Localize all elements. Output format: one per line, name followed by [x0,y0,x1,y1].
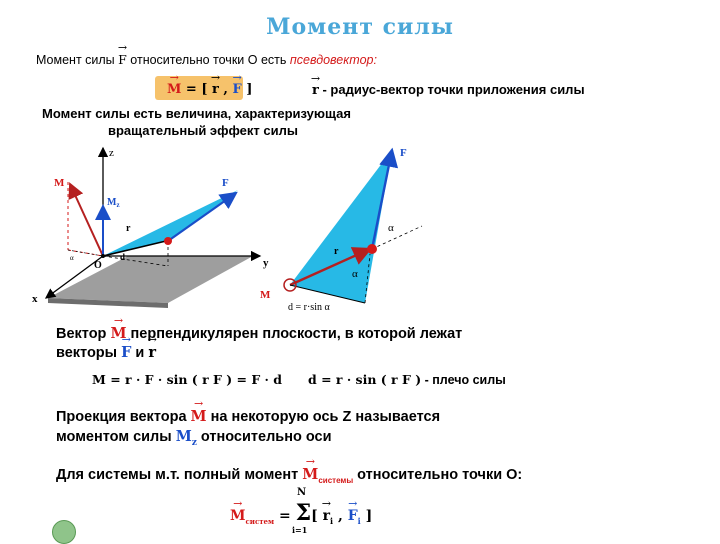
projection-text-3: моментом силы [56,429,176,445]
perp-text-1: Вектор [56,326,111,342]
sum-close: ] [360,508,373,524]
F-vector [168,193,236,241]
perp-F: → F [121,344,131,361]
label-d: d [120,252,126,262]
label-M: M [54,177,65,189]
sum-M: → M [230,508,246,524]
system-M-sub: системы [318,475,354,485]
projection-M: → M [191,408,207,425]
right-label-M: M [260,289,271,301]
sum-eq: = [274,508,296,524]
sum-comma: , [333,508,348,524]
formula-M: → M [167,82,181,97]
system-line [56,466,522,485]
perp-line-2 [56,344,156,361]
system-text-2: относительно точки О: [353,467,523,483]
main-formula-box [155,76,253,100]
label-O: O [94,260,102,271]
right-label-r: r [334,246,339,257]
formula-F: → F [232,82,241,97]
intro-text-1: Момент силы [36,53,119,67]
intro-line [36,52,377,67]
right-d-eq: d = r·sin α [288,302,330,313]
formula-eq: = [ [181,82,213,97]
arm-formula-label: - плечо силы [421,373,506,387]
label-z: z [109,147,114,159]
sum-M-sub: систем [245,516,275,526]
sum-ri: → r [323,508,330,524]
sum-formula [230,500,372,526]
perp-M: → M [110,325,126,342]
sum-lower-limit: i=1 [292,525,308,535]
definition-line-1: Момент силы есть величина, характеризующая [42,106,351,121]
label-Mz: $M_z$ [107,197,120,209]
projection-text-4: относительно оси [196,429,332,445]
intro-pseudovector: псевдовектор: [289,53,377,67]
radius-note-text: - радиус-вектор точки приложения силы [318,82,585,97]
projection-Mz: $M_z$ [175,428,197,448]
label-x: x [32,293,38,305]
sum-upper-limit: N [297,487,307,498]
sum-Fi-sub: i [357,515,361,526]
label-y: y [263,257,269,269]
arm-formula-eq: d = r · sin ( r F ) [308,372,422,387]
intro-text-2: относительно точки О есть [126,53,290,67]
label-alpha-small: α [70,254,74,262]
formula-close: ] [241,82,253,97]
radius-note [312,82,585,98]
force-point [164,237,172,245]
projection-line-1 [56,408,440,425]
perp-text-4: и [131,345,149,361]
perp-text-3: векторы [56,345,122,361]
radius-r: → r [312,83,319,98]
sum-ri-sub: i [330,515,334,526]
right-alpha-1: α [388,222,394,234]
definition-line-2: вращательный эффект силы [108,123,298,138]
right-label-F: F [400,147,407,159]
formula-r: → r [212,82,219,97]
perp-text-2: перпендикулярен плоскости, в которой лежат [126,326,463,342]
perp-r: → r [148,344,156,361]
system-text-1: Для системы м.т. полный момент [56,467,303,483]
perp-line-1 [56,325,462,342]
sum-sigma: Σ [295,500,312,526]
intro-F-symbol: → F [118,52,127,67]
M-vector [70,184,103,256]
projection-text-2: на некоторую ось Z называется [206,409,441,425]
magnitude-formula: M = r · F · sin ( r F ) = F · d [92,372,283,387]
nav-leaf-icon[interactable] [52,520,76,544]
right-alpha-2: α [352,268,358,280]
formula-comma: , [218,82,233,97]
label-F: F [222,177,229,189]
label-r: r [126,223,131,234]
arm-formula [308,372,506,387]
force-plane [103,190,238,256]
projection-text-1: Проекция вектора [56,409,191,425]
projection-line-2 [56,428,331,448]
system-M: → M [302,466,318,483]
sum-Fi: → F [348,508,358,524]
sum-bracket: [ [311,508,323,524]
page-title: Момент силы [266,14,454,40]
moment-arm-diagram [250,138,430,318]
